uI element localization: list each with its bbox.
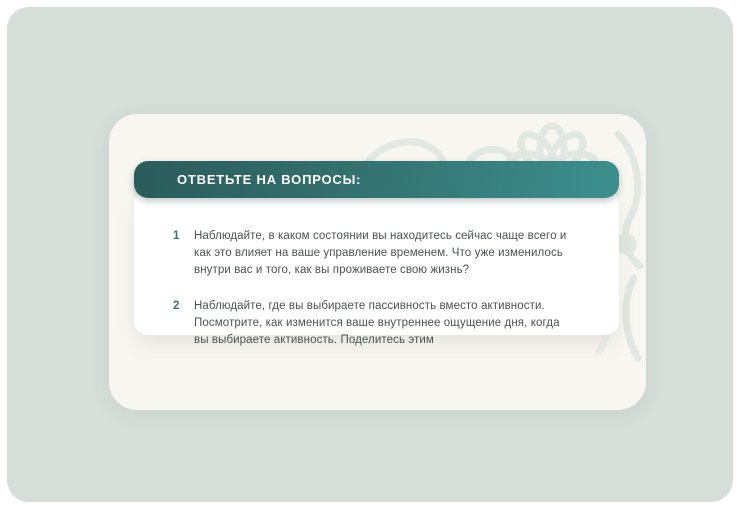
- questions-panel: [134, 161, 619, 368]
- question-text: Наблюдайте, в каком состоянии вы находитесь сейчас чаще всего и как это влияет на ваше управление временем. Что уже изменилось внутри вас и того, как вы проживаете свою жизнь?: [194, 230, 567, 276]
- question-item: [173, 228, 619, 279]
- slide-background: [7, 7, 733, 502]
- question-number: 2: [173, 300, 180, 312]
- question-text: Наблюдайте, где вы выбираете пассивность вместо активности. Посмотрите, как изменится ваше внутреннее ощущение дня, когда вы выбираете активность. Поделитесь этим: [194, 300, 560, 346]
- questions-header: [134, 161, 619, 198]
- question-number: 1: [173, 230, 180, 242]
- content-card: [109, 114, 646, 410]
- question-list: [134, 198, 619, 349]
- questions-header-title: ОТВЕТЬТЕ НА ВОПРОСЫ:: [177, 172, 362, 187]
- question-item: [173, 298, 619, 349]
